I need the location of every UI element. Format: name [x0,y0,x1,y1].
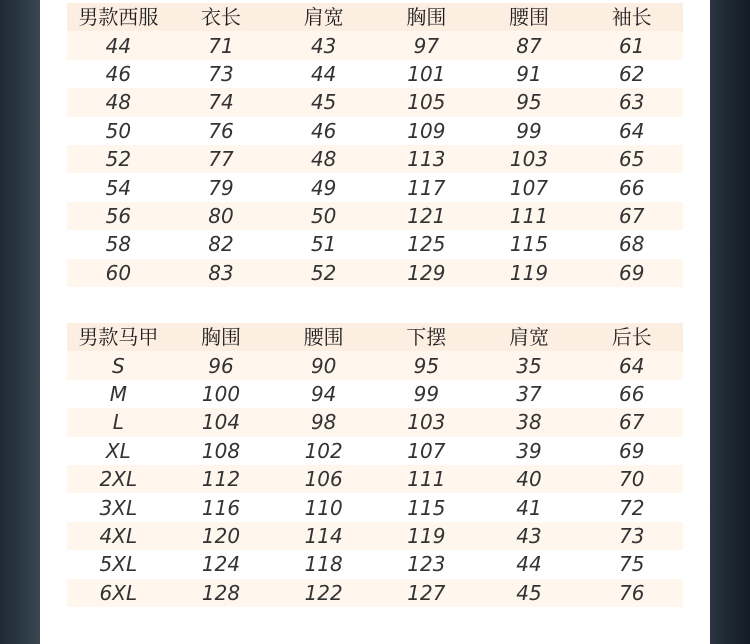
table-cell: 43 [516,523,542,548]
table-cell: 43 [310,33,337,58]
table-cell: 68 [618,232,645,257]
left-dark-border [0,0,40,644]
table-cell: 108 [201,438,241,463]
column-header: 肩宽 [303,5,344,30]
table-row [67,230,683,258]
table-cell: 119 [407,523,446,548]
table-cell: 38 [516,410,542,435]
table-cell: 37 [516,381,542,406]
table-cell: 5XL [99,552,138,577]
table-cell: M [109,381,127,406]
table-row [67,579,683,607]
table-row [67,202,683,230]
table-cell: 118 [304,552,343,577]
table-cell: 104 [201,410,241,435]
table-cell: 61 [618,33,645,58]
table-row [67,145,683,173]
table-row [67,351,683,379]
table-cell: 72 [618,495,645,520]
table-cell: 58 [105,232,132,257]
table-cell: 103 [509,147,549,172]
table-row [67,88,683,116]
table-cell: 73 [618,523,645,548]
table-cell: 2XL [99,467,138,492]
table-cell: 62 [618,61,645,86]
table-cell: 87 [516,33,542,58]
table-cell: 111 [509,203,549,228]
table-cell: 113 [407,147,446,172]
table-cell: 95 [516,90,542,115]
table-cell: 121 [407,203,446,228]
table-cell: 44 [310,61,337,86]
table-cell: 79 [208,175,234,200]
column-header: 男款西服 [78,5,159,30]
table-cell: 67 [618,203,645,228]
table-cell: 74 [208,90,234,115]
table-cell: L [112,410,124,435]
table-body [67,351,683,607]
column-header: 肩宽 [509,325,550,350]
table-cell: 46 [310,118,337,143]
table-cell: 110 [304,495,343,520]
table-cell: 65 [618,147,645,172]
table-cell: 124 [201,552,241,577]
table-cell: 99 [413,381,440,406]
table-cell: 112 [201,467,241,492]
table-cell: 69 [618,260,645,285]
table-cell: 45 [310,90,337,115]
table-cell: 128 [201,580,241,605]
table-cell: 105 [407,90,446,115]
column-header: 袖长 [611,5,652,30]
table-cell: 44 [105,33,132,58]
vest-size-table [67,323,683,607]
table-cell: 111 [407,467,446,492]
table-cell: 39 [516,438,542,463]
table-cell: 99 [516,118,542,143]
table-cell: 66 [618,175,645,200]
table-cell: 94 [310,381,337,406]
suit-size-table [67,3,683,287]
table-cell: 82 [208,232,234,257]
table-cell: 4XL [99,523,138,548]
table-row [67,259,683,287]
table-cell: 97 [413,33,440,58]
table-header-row [67,323,683,351]
table-cell: 40 [516,467,542,492]
table-row [67,60,683,88]
table-cell: 101 [407,61,446,86]
table-cell: 127 [407,580,446,605]
table-cell: 66 [618,381,645,406]
table-cell: 103 [407,410,446,435]
table-cell: 123 [407,552,446,577]
table-row [67,493,683,521]
table-cell: 52 [310,260,337,285]
table-cell: S [111,353,125,378]
table-cell: 106 [304,467,343,492]
table-cell: 96 [208,353,234,378]
table-cell: 64 [618,118,645,143]
table-cell: 107 [509,175,549,200]
table-cell: 46 [105,61,132,86]
table-cell: 109 [407,118,446,143]
table-cell: 35 [516,353,542,378]
table-cell: 51 [310,232,337,257]
table-cell: 69 [618,438,645,463]
table-cell: 91 [516,61,542,86]
table-cell: 95 [413,353,440,378]
column-header: 腰围 [509,5,550,30]
table-cell: 114 [304,523,343,548]
column-header: 衣长 [201,5,241,30]
table-cell: 115 [407,495,446,520]
table-cell: 67 [618,410,645,435]
table-cell: 116 [201,495,241,520]
table-cell: 3XL [99,495,138,520]
table-cell: 90 [310,353,337,378]
table-row [67,380,683,408]
table-cell: 122 [304,580,343,605]
table-cell: 54 [105,175,132,200]
table-cell: XL [105,438,131,463]
table-cell: 71 [208,33,234,58]
table-cell: 100 [201,381,241,406]
table-row [67,522,683,550]
table-cell: 64 [618,353,645,378]
table-cell: 117 [407,175,446,200]
table-cell: 120 [201,523,241,548]
table-header-row [67,3,683,31]
table-cell: 60 [105,260,132,285]
table-cell: 48 [310,147,337,172]
column-header: 男款马甲 [78,325,159,350]
right-dark-border [710,0,750,644]
table-cell: 83 [208,260,234,285]
table-cell: 50 [310,203,337,228]
table-cell: 50 [105,118,132,143]
table-cell: 76 [208,118,234,143]
table-row [67,550,683,578]
table-cell: 125 [407,232,446,257]
table-cell: 41 [516,495,542,520]
column-header: 后长 [611,325,652,350]
table-cell: 73 [208,61,234,86]
table-cell: 56 [105,203,132,228]
table-cell: 6XL [99,580,138,605]
table-cell: 98 [310,410,337,435]
table-cell: 48 [105,90,132,115]
table-cell: 119 [509,260,549,285]
table-body [67,31,683,287]
table-cell: 70 [618,467,645,492]
column-header: 腰围 [303,325,344,350]
column-header: 下摆 [406,325,447,350]
table-row [67,437,683,465]
table-cell: 115 [509,232,549,257]
table-cell: 75 [618,552,645,577]
table-cell: 45 [516,580,542,605]
table-cell: 44 [516,552,542,577]
table-row [67,465,683,493]
table-cell: 107 [407,438,446,463]
table-cell: 80 [208,203,234,228]
table-row [67,173,683,201]
table-cell: 49 [310,175,337,200]
table-cell: 63 [618,90,645,115]
column-header: 胸围 [406,5,447,30]
table-cell: 52 [105,147,132,172]
table-cell: 77 [208,147,234,172]
size-chart-panel [40,0,710,644]
table-cell: 102 [304,438,343,463]
table-cell: 76 [618,580,645,605]
table-row [67,31,683,59]
column-header: 胸围 [201,325,241,350]
table-cell: 129 [407,260,446,285]
table-row [67,408,683,436]
table-row [67,117,683,145]
